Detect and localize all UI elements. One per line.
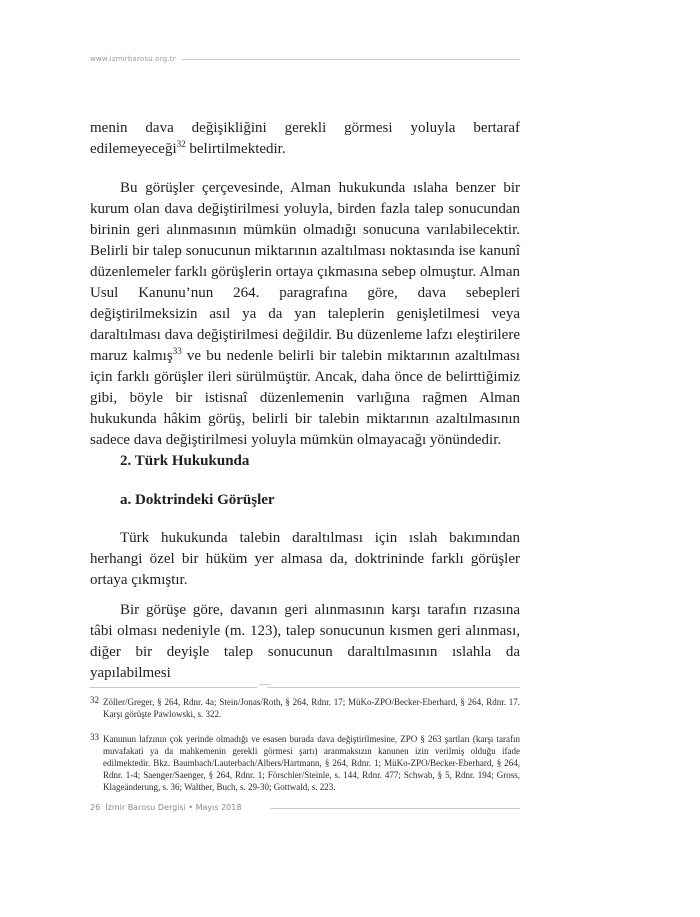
page-footer: [90, 803, 520, 815]
footnote-text: Kanunun lafzının çok yerinde olmadığı ve esasen burada dava değiştirilmesine, ZPO § 263 şartları (karşı tarafın muvafakati ya da mahkemenin gerekli görmesi şartı) aranmaksızın kanunen izin verilmiş olduğu ifade edilmektedir. Bkz. Baumbach/Lauterbach/Albers/Hartmann, § 264, Rdnr. 1; MüKo-ZPO/Becker-Eberhard, § 264, Rdnr. 1-4; Saenger/Saenger, § 264, Rdnr. 1; Förschler/Steinle, s. 144, Rdnr. 477; Schwab, § 5, Rdnr. 194; Gross, Klageänderung, s. 36; Walther, Buch, s. 29-30; Gottwald, s. 223.: [103, 734, 520, 792]
footer-text: [90, 803, 241, 813]
footnote-text: Zöller/Greger, § 264, Rdnr. 4a; Stein/Jonas/Roth, § 264, Rdnr. 17; MüKo-ZPO/Becker-Eberhard, § 264, Rdnr. 17. Karşı görüşte Pawlowski, s. 322.: [103, 697, 520, 719]
paragraph-1-end: belirtilmektedir.: [185, 141, 286, 157]
journal-name: İzmir Barosu Dergisi • Mayıs 2018: [105, 803, 242, 812]
footnote-32: [90, 696, 520, 720]
header-url: www.izmirbarosu.org.tr: [90, 55, 176, 63]
header-divider: [182, 59, 520, 60]
paragraph-4: [90, 600, 520, 684]
footnote-number: 32: [90, 695, 99, 705]
footnote-ref-32: 32: [176, 139, 186, 149]
page-header: [90, 54, 520, 66]
paragraph-2: [90, 178, 520, 451]
paragraph-1-text: menin dava değişikliğini gerekli görmesi yoluyla bertaraf edilemeyeceği: [90, 120, 520, 157]
paragraph-2-text-a: Bu görüşler çerçevesinde, Alman hukukunda ıslaha benzer bir kurum olan dava değiştirilmesi yoluyla, birden fazla talep sonucundan birinin geri alınmasının mümkün olmadığı sonucuna varılabilecektir. Belirli bir talep sonucunun miktarının azaltılması noktasında ise kanunî düzenlemeler farklı görüşlerin ortaya çıkmasına sebep olmuştur. Alman Usul Kanunu’nun 264. paragrafına göre, dava sebepleri değiştirilmeksizin asıl ya da yan taleplerin genişletilmesi veya daraltılması dava değiştirilmesi değildir. Bu düzenleme lafzı eleştirilere maruz kalmış: [90, 180, 520, 364]
subsection-heading: a. Doktrindeki Görüşler: [120, 492, 275, 508]
section-heading: 2. Türk Hukukunda: [120, 453, 250, 469]
page-number: 26: [90, 803, 101, 812]
paragraph-1: [90, 118, 520, 160]
paragraph-3-text: Türk hukukunda talebin daraltılması için ıslah bakımından herhangi özel bir hüküm yer almasa da, doktrininde farklı görüşler ortaya çıkmıştır.: [90, 530, 520, 588]
paragraph-4-text: Bir görüşe göre, davanın geri alınmasının karşı tarafın rızasına tâbi olması nedeniyle (m. 123), talep sonucunun kısmen geri alınması, diğer bir deyişle talep sonucunun daraltılmasının ıslahla da yapılabilmesi: [90, 602, 520, 681]
footnote-33: [90, 733, 520, 793]
paragraph-3: [90, 528, 520, 591]
footnote-number: 33: [90, 732, 99, 742]
paragraph-2-text-b: ve bu nedenle belirli bir talebin miktarının azaltılması için farklı görüşler ileri sürülmüştür. Ancak, daha önce de belirttiğimiz gibi, böyle bir istisnaî düzenlemenin varlığına rağmen Alman hukukunda hâkim görüş, belirli bir talebin miktarının azaltılmasının sadece dava değiştirilmesi yoluyla mümkün olmayacağı yönündedir.: [90, 348, 520, 448]
footnote-divider-notch: [256, 684, 270, 689]
footer-divider: [270, 808, 520, 809]
footnote-ref-33: 33: [172, 346, 182, 356]
footnote-divider: [90, 687, 520, 688]
